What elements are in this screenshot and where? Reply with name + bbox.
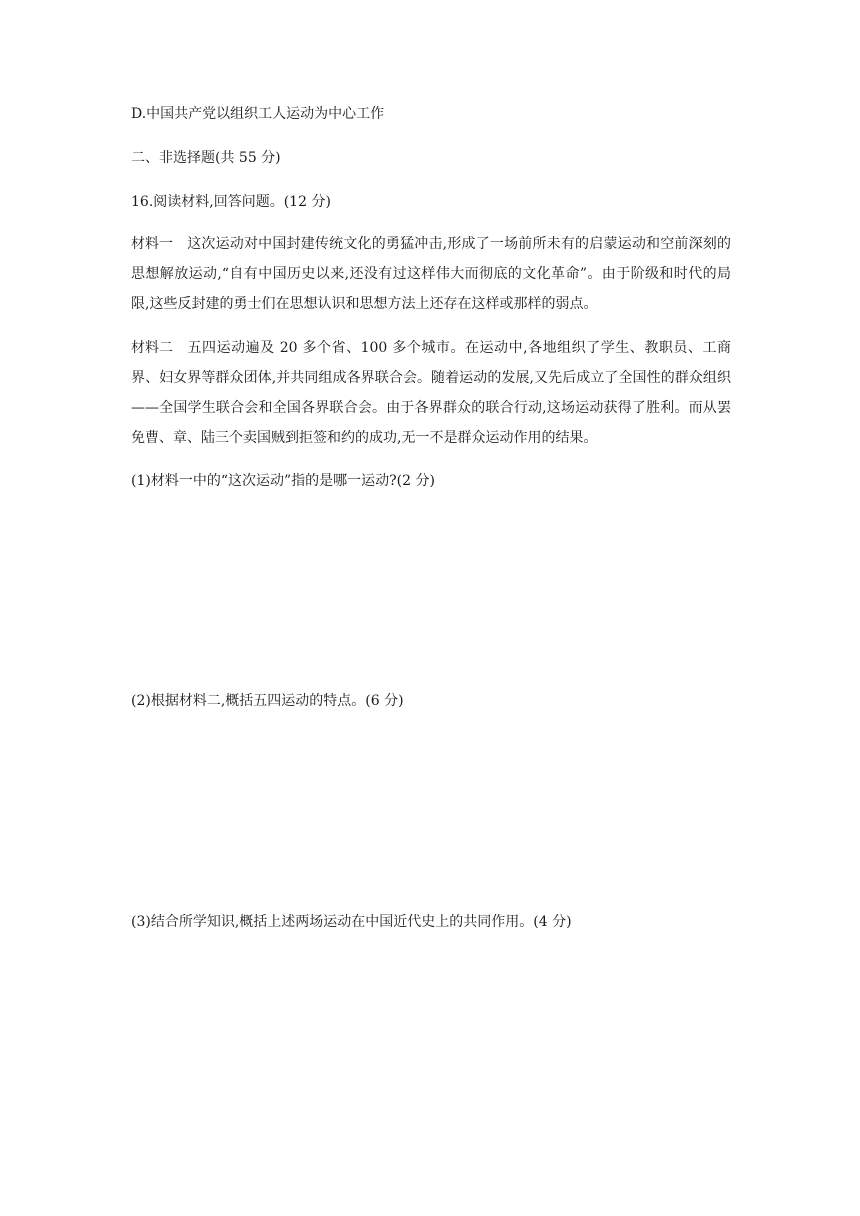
section-title: 二、非选择题(共 55 分) xyxy=(131,150,281,166)
option-d: D.中国共产党以组织工人运动为中心工作 xyxy=(131,106,385,122)
sub-question-1: (1)材料一中的“这次运动”指的是哪一运动?(2 分) xyxy=(131,473,435,489)
material-one-label: 材料一 xyxy=(131,236,173,252)
sub-question-2: (2)根据材料二,概括五四运动的特点。(6 分) xyxy=(131,693,404,709)
material-two-text: 五四运动遍及 20 多个省、100 多个城市。在运动中,各地组织了学生、教职员、工商界、妇女界等群众团体,并共同组成各界联合会。随着运动的发展,又先后成立了全国性的群众组织——全国学生联合会和全国各界联合会。由于各界群众的联合行动,这场运动获得了胜利。而从罢免曹、章、陆三个卖国贼到拒签和约的成功,无一不是群众运动作用的结果。 xyxy=(131,340,731,446)
material-two xyxy=(131,333,731,453)
question-title: 16.阅读材料,回答问题。(12 分) xyxy=(131,194,331,210)
material-one xyxy=(131,229,731,319)
material-two-label: 材料二 xyxy=(131,340,173,356)
material-one-text: 这次运动对中国封建传统文化的勇猛冲击,形成了一场前所未有的启蒙运动和空前深刻的思想解放运动,“自有中国历史以来,还没有过这样伟大而彻底的文化革命”。由于阶级和时代的局限,这些反封建的勇士们在思想认识和思想方法上还存在这样或那样的弱点。 xyxy=(131,236,731,312)
sub-question-3: (3)结合所学知识,概括上述两场运动在中国近代史上的共同作用。(4 分) xyxy=(131,914,572,930)
